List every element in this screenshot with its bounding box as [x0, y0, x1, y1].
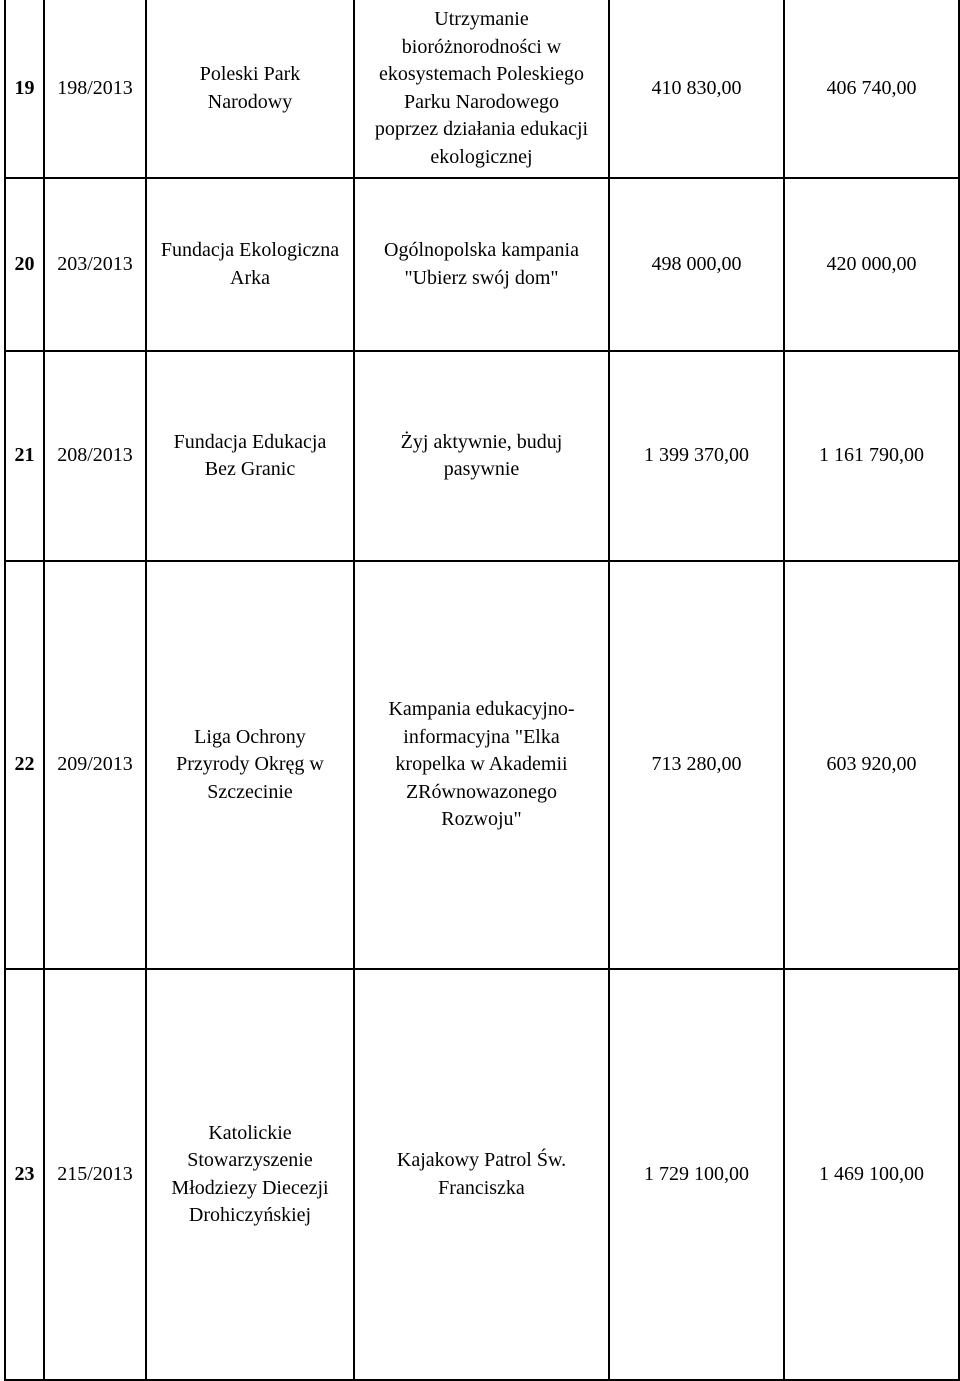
requested-amount: 498 000,00 — [609, 178, 784, 351]
requested-amount: 410 830,00 — [609, 0, 784, 178]
project-title-line: Utrzymanie — [434, 8, 529, 30]
project-title-line: bioróżnorodności w — [401, 35, 562, 58]
row-number: 21 — [5, 351, 44, 561]
row-number: 22 — [5, 561, 44, 969]
applicant-cell — [146, 178, 354, 351]
table-row — [5, 351, 959, 561]
project-title-line: Kajakowy Patrol Św. — [396, 1149, 567, 1171]
project-title-line: Ogólnopolska kampania — [384, 239, 579, 261]
requested-amount: 1 399 370,00 — [609, 351, 784, 561]
project-title-line: informacyjna "Elka — [403, 725, 560, 748]
project-title-cell — [354, 561, 609, 969]
project-title-cell — [354, 178, 609, 351]
applicant-line: Szczecinie — [207, 780, 293, 803]
grant-amount: 603 920,00 — [784, 561, 959, 969]
applicant-cell — [146, 561, 354, 969]
applicant-line: Bez Granic — [204, 458, 296, 480]
project-title-cell — [354, 351, 609, 561]
grant-amount: 420 000,00 — [784, 178, 959, 351]
applicant-line: Fundacja Edukacja — [173, 430, 327, 453]
row-number: 20 — [5, 178, 44, 351]
grant-amount: 1 161 790,00 — [784, 351, 959, 561]
applicant-line: Przyrody Okręg w — [176, 753, 324, 776]
grants-table — [4, 0, 960, 1381]
grant-amount: 406 740,00 — [784, 0, 959, 178]
project-title-line: kropelka w Akademii — [395, 753, 568, 776]
requested-amount: 1 729 100,00 — [609, 969, 784, 1380]
project-title-cell — [354, 969, 609, 1380]
application-number: 208/2013 — [44, 351, 146, 561]
applicant-line: Fundacja Ekologiczna — [160, 239, 340, 261]
project-title-line: Kampania edukacyjno- — [388, 698, 575, 721]
applicant-line: Młodziezy Diecezji — [171, 1176, 329, 1199]
project-title-line: poprzez działania edukacji — [374, 118, 589, 140]
applicant-line: Arka — [230, 266, 270, 289]
application-number: 209/2013 — [44, 561, 146, 969]
row-number: 23 — [5, 969, 44, 1380]
applicant-cell — [146, 351, 354, 561]
project-title-line: Parku Narodowego — [404, 90, 559, 113]
table-row — [5, 561, 959, 969]
application-number: 203/2013 — [44, 178, 146, 351]
applicant-line: Katolickie — [208, 1121, 292, 1144]
project-title-line: pasywnie — [443, 458, 520, 480]
project-title-line: ekosystemach Poleskiego — [379, 63, 584, 85]
applicant-line: Narodowy — [207, 90, 293, 113]
grant-amount: 1 469 100,00 — [784, 969, 959, 1380]
applicant-line: Stowarzyszenie — [187, 1149, 313, 1171]
applicant-cell — [146, 0, 354, 178]
project-title-line: ZRównowazonego — [405, 780, 558, 803]
table-row — [5, 178, 959, 351]
application-number: 198/2013 — [44, 0, 146, 178]
project-title-line: Rozwoju" — [441, 808, 522, 831]
project-title-line: ekologicznej — [430, 145, 533, 168]
applicant-line: Drohiczyńskiej — [188, 1204, 312, 1226]
project-title-line: Franciszka — [438, 1176, 525, 1199]
applicant-line: Liga Ochrony — [194, 725, 306, 748]
applicant-line: Poleski Park — [199, 63, 301, 85]
project-title-line: Żyj aktywnie, buduj — [400, 430, 563, 453]
project-title-cell — [354, 0, 609, 178]
project-title-line: "Ubierz swój dom" — [404, 266, 559, 289]
requested-amount: 713 280,00 — [609, 561, 784, 969]
application-number: 215/2013 — [44, 969, 146, 1380]
table-row — [5, 0, 959, 178]
table-row — [5, 969, 959, 1380]
applicant-cell — [146, 969, 354, 1380]
row-number: 19 — [5, 0, 44, 178]
